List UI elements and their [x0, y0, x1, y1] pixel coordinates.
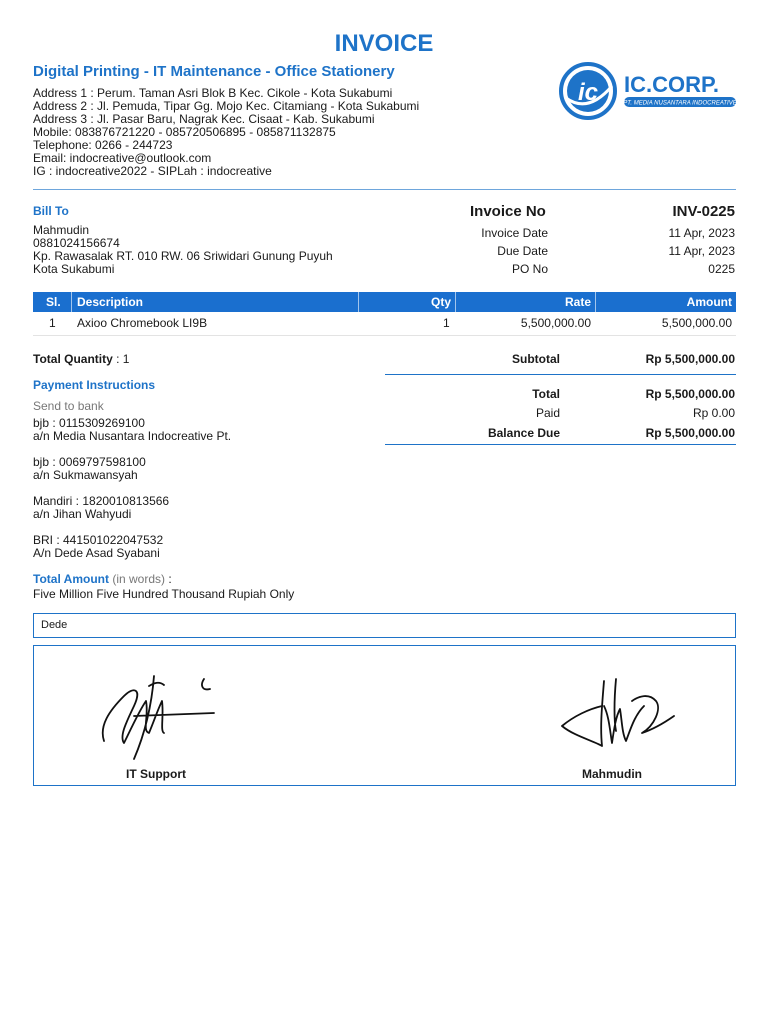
invoice-no-label: Invoice No [470, 203, 546, 220]
telephone: Telephone: 0266 - 244723 [33, 138, 173, 152]
bank-entry [33, 417, 231, 443]
company-logo [558, 62, 738, 120]
signature-mahmudin-icon [554, 671, 684, 761]
col-sl: Sl. [46, 295, 61, 309]
address-3: Address 3 : Jl. Pasar Baru, Nagrak Kec. Cisaat - Kab. Sukabumi [33, 112, 375, 126]
note-box [33, 613, 736, 638]
balance-divider [385, 444, 736, 445]
bank-account: BRI : 441501022047532 [33, 533, 164, 547]
customer-address-2: Kota Sukabumi [33, 262, 115, 276]
subtotal-value: Rp 5,500,000.00 [645, 352, 735, 366]
svg-text:PT. MEDIA NUSANTARA INDOCREATI: PT. MEDIA NUSANTARA INDOCREATIVE [623, 100, 737, 107]
company-contact [33, 87, 419, 178]
customer-phone: 0881024156674 [33, 236, 120, 250]
amount-in-words-label [33, 572, 172, 586]
bank-holder: a/n Media Nusantara Indocreative Pt. [33, 429, 232, 443]
due-date-label: Due Date [497, 244, 548, 258]
subtotal-label: Subtotal [512, 352, 560, 366]
address-2: Address 2 : Jl. Pemuda, Tipar Gg. Mojo Kec. Citamiang - Kota Sukabumi [33, 99, 420, 113]
po-value: 0225 [708, 262, 735, 276]
mobile: Mobile: 083876721220 - 085720506895 - 085871132875 [33, 125, 336, 139]
row-amount: 5,500,000.00 [661, 316, 732, 330]
bank-account: bjb : 0069797598100 [33, 455, 146, 469]
col-amount: Amount [686, 295, 732, 309]
total-amount-label: Total Amount [33, 572, 109, 586]
note-text: Dede [41, 619, 68, 631]
social: IG : indocreative2022 - SIPLah : indocreative [33, 164, 272, 178]
col-qty: Qty [431, 295, 452, 309]
paid-value: Rp 0.00 [692, 406, 735, 420]
invoice-title: INVOICE [334, 30, 434, 57]
balance-due-label: Balance Due [487, 426, 560, 440]
bill-to-heading: Bill To [33, 204, 69, 218]
customer-name: Mahmudin [33, 223, 90, 237]
svg-text:IC.CORP.: IC.CORP. [624, 72, 719, 97]
amount-words-colon: : [168, 572, 172, 586]
amount-in-words: Five Million Five Hundred Thousand Rupiah Only [33, 587, 295, 601]
signature-left-label: IT Support [126, 767, 186, 781]
total-quantity-value: 1 [122, 352, 130, 366]
col-description: Description [77, 295, 144, 309]
bank-holder: a/n Sukmawansyah [33, 468, 138, 482]
bank-account: Mandiri : 1820010813566 [33, 494, 170, 508]
ic-corp-logo-icon [558, 62, 738, 120]
row-rate: 5,500,000.00 [520, 316, 591, 330]
signature-box [33, 645, 736, 786]
address-1: Address 1 : Perum. Taman Asri Blok B Kec. Cikole - Kota Sukabumi [33, 86, 393, 100]
row-qty: 1 [443, 316, 450, 330]
bank-entry [33, 495, 169, 521]
customer-address-1: Kp. Rawasalak RT. 010 RW. 06 Sriwidari Gunung Puyuh [33, 249, 333, 263]
in-words-hint: (in words) [112, 572, 166, 586]
bank-account: bjb : 0115309269100 [33, 416, 145, 430]
due-date-value: 11 Apr, 2023 [668, 244, 735, 258]
summary-divider [385, 374, 736, 375]
send-to-bank: Send to bank [33, 399, 104, 413]
col-rate: Rate [564, 295, 591, 309]
po-label: PO No [511, 262, 548, 276]
bank-entry [33, 456, 146, 482]
row-description: Axioo Chromebook LI9B [77, 316, 208, 330]
items-table-header [33, 292, 736, 312]
svg-text:ic: ic [577, 79, 599, 106]
signature-right-label: Mahmudin [582, 767, 642, 781]
bank-entry [33, 534, 163, 560]
total-quantity-label: Total Quantity [33, 352, 113, 366]
total-label: Total [532, 387, 560, 401]
bank-holder: a/n Jihan Wahyudi [33, 507, 132, 521]
total-quantity: Total Quantity : 1 [33, 352, 130, 366]
invoice-date-label: Invoice Date [481, 226, 548, 240]
signature-it-support-icon [94, 671, 234, 766]
row-sl: 1 [49, 316, 56, 330]
table-row [33, 313, 736, 336]
bank-holder: A/n Dede Asad Syabani [33, 546, 160, 560]
email: Email: indocreative@outlook.com [33, 151, 212, 165]
bill-to-block [33, 224, 333, 276]
invoice-no-value: INV-0225 [672, 203, 735, 220]
payment-instructions-heading: Payment Instructions [33, 378, 156, 392]
paid-label: Paid [535, 406, 560, 420]
company-tagline: Digital Printing - IT Maintenance - Office Stationery [33, 63, 395, 80]
total-value: Rp 5,500,000.00 [645, 387, 735, 401]
invoice-date-value: 11 Apr, 2023 [668, 226, 735, 240]
header-divider [33, 189, 736, 190]
balance-due-value: Rp 5,500,000.00 [645, 426, 735, 440]
